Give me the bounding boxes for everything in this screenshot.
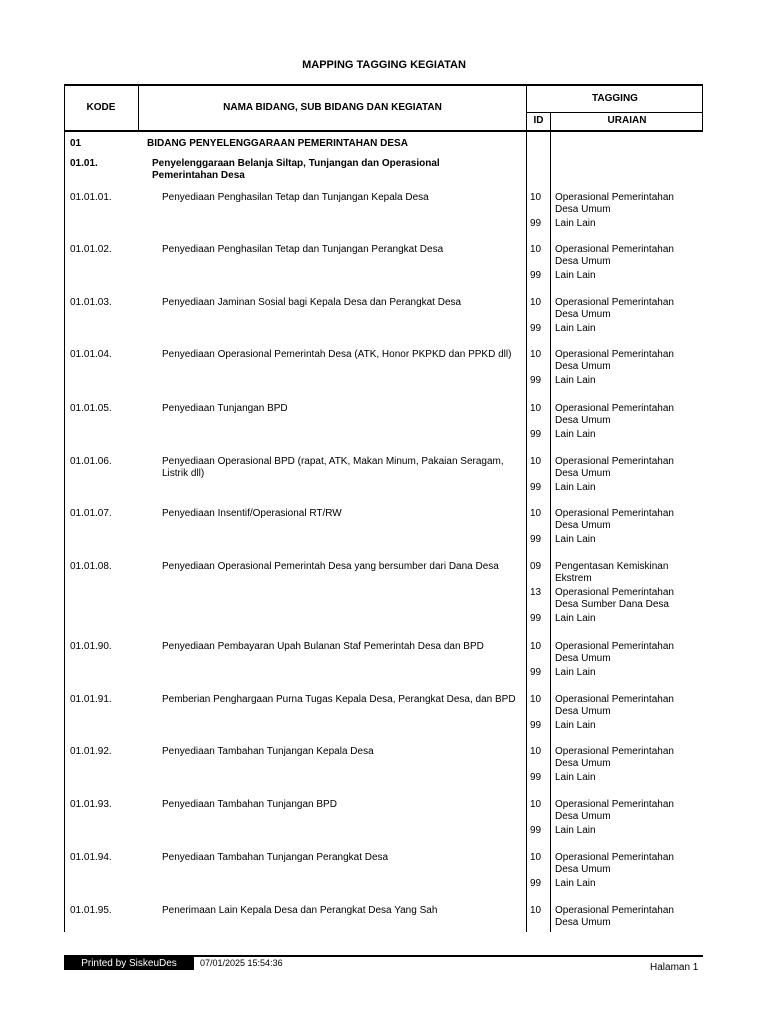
tag-id: 10: [530, 192, 542, 203]
tag-uraian: Operasional Pemerintahan Desa Umum: [555, 746, 674, 769]
tag-uraian: Operasional Pemerintahan Desa Umum: [555, 694, 674, 717]
tag-uraian: Lain Lain: [555, 534, 596, 545]
tag-id: 10: [530, 508, 542, 519]
nama-divider: [526, 84, 527, 932]
row-kode: 01: [70, 138, 82, 149]
tag-uraian: Lain Lain: [555, 720, 596, 731]
tag-id: 99: [530, 218, 542, 229]
tag-id: 99: [530, 270, 542, 281]
tag-uraian: Operasional Pemerintahan Desa Umum: [555, 349, 674, 372]
tag-id: 99: [530, 375, 542, 386]
tagging-table: [64, 84, 703, 932]
tag-uraian: Lain Lain: [555, 613, 596, 624]
tag-id: 10: [530, 244, 542, 255]
tag-uraian: Operasional Pemerintahan Desa Umum: [555, 641, 674, 664]
header-uraian: URAIAN: [607, 115, 647, 126]
tag-id: 10: [530, 799, 542, 810]
tag-uraian: Lain Lain: [555, 772, 596, 783]
tag-uraian: Lain Lain: [555, 375, 596, 386]
tag-id: 10: [530, 641, 542, 652]
tag-id: 99: [530, 534, 542, 545]
tag-id: 10: [530, 905, 542, 916]
row-nama: Penyediaan Jaminan Sosial bagi Kepala Desa dan Perangkat Desa: [162, 297, 462, 308]
row-nama: Penyediaan Tunjangan BPD: [162, 403, 288, 414]
row-kode: 01.01.08.: [70, 561, 112, 572]
header-kode: KODE: [86, 102, 116, 113]
tag-uraian: Operasional Pemerintahan Desa Umum: [555, 297, 674, 320]
tag-id: 99: [530, 667, 542, 678]
row-nama: Penerimaan Lain Kepala Desa dan Perangkat Desa Yang Sah: [162, 905, 438, 916]
row-nama: Penyediaan Operasional Pemerintah Desa (ATK, Honor PKPKD dan PPKD dll): [162, 349, 512, 360]
tag-uraian: Pengentasan Kemiskinan Ekstrem: [555, 561, 669, 584]
tag-uraian: Operasional Pemerintahan Desa Umum: [555, 456, 674, 479]
tag-uraian: Lain Lain: [555, 482, 596, 493]
tag-id: 10: [530, 456, 542, 467]
row-nama: Penyediaan Penghasilan Tetap dan Tunjangan Kepala Desa: [162, 192, 429, 203]
tag-uraian: Lain Lain: [555, 323, 596, 334]
table-top-border: [64, 84, 703, 86]
row-nama: Penyelenggaraan Belanja Siltap, Tunjangan dan Operasional Pemerintahan Desa: [152, 158, 440, 181]
tag-uraian: Lain Lain: [555, 878, 596, 889]
tag-id: 10: [530, 852, 542, 863]
row-kode: 01.01.: [70, 158, 98, 169]
tag-id: 99: [530, 878, 542, 889]
row-kode: 01.01.93.: [70, 799, 112, 810]
tag-uraian: Lain Lain: [555, 218, 596, 229]
tag-id: 99: [530, 429, 542, 440]
tag-id: 99: [530, 772, 542, 783]
row-kode: 01.01.91.: [70, 694, 112, 705]
tag-id: 10: [530, 694, 542, 705]
row-kode: 01.01.05.: [70, 403, 112, 414]
row-kode: 01.01.06.: [70, 456, 112, 467]
tag-uraian: Operasional Pemerintahan Desa Umum: [555, 403, 674, 426]
row-kode: 01.01.90.: [70, 641, 112, 652]
id-divider: [550, 112, 551, 932]
tagging-divider: [526, 112, 703, 113]
tag-uraian: Operasional Pemerintahan Desa Umum: [555, 508, 674, 531]
tag-id: 99: [530, 825, 542, 836]
row-nama: Pemberian Penghargaan Purna Tugas Kepala Desa, Perangkat Desa, dan BPD: [162, 694, 516, 705]
tag-uraian: Lain Lain: [555, 667, 596, 678]
row-nama: Penyediaan Tambahan Tunjangan Kepala Desa: [162, 746, 374, 757]
tag-uraian: Lain Lain: [555, 429, 596, 440]
row-nama: Penyediaan Pembayaran Upah Bulanan Staf Pemerintah Desa dan BPD: [162, 641, 484, 652]
row-kode: 01.01.03.: [70, 297, 112, 308]
tag-uraian: Lain Lain: [555, 825, 596, 836]
row-kode: 01.01.04.: [70, 349, 112, 360]
tag-uraian: Operasional Pemerintahan Desa Umum: [555, 192, 674, 215]
row-kode: 01.01.07.: [70, 508, 112, 519]
tag-uraian: Operasional Pemerintahan Desa Sumber Dana Desa: [555, 587, 674, 610]
header-tagging: TAGGING: [592, 93, 638, 104]
tag-id: 10: [530, 403, 542, 414]
header-nama: NAMA BIDANG, SUB BIDANG DAN KEGIATAN: [223, 102, 442, 113]
page-title: MAPPING TAGGING KEGIATAN: [302, 59, 466, 71]
print-timestamp: 07/01/2025 15:54:36: [200, 958, 283, 968]
row-kode: 01.01.95.: [70, 905, 112, 916]
tag-id: 10: [530, 297, 542, 308]
left-border: [64, 84, 65, 932]
tag-id: 99: [530, 720, 542, 731]
tag-uraian: Operasional Pemerintahan Desa Umum: [555, 852, 674, 875]
row-nama: Penyediaan Penghasilan Tetap dan Tunjangan Perangkat Desa: [162, 244, 444, 255]
row-kode: 01.01.02.: [70, 244, 112, 255]
header-id: ID: [533, 115, 544, 126]
tag-uraian: Operasional Pemerintahan Desa Umum: [555, 244, 674, 267]
tag-id: 10: [530, 349, 542, 360]
row-nama: Penyediaan Tambahan Tunjangan Perangkat Desa: [162, 852, 389, 863]
header-bottom-border: [64, 130, 703, 132]
row-nama: BIDANG PENYELENGGARAAN PEMERINTAHAN DESA: [147, 138, 408, 149]
row-kode: 01.01.01.: [70, 192, 112, 203]
tag-id: 10: [530, 746, 542, 757]
row-kode: 01.01.92.: [70, 746, 112, 757]
tag-id: 99: [530, 613, 542, 624]
printed-by-label: Printed by SiskeuDes: [64, 957, 194, 970]
tag-id: 09: [530, 561, 542, 572]
row-nama: Penyediaan Operasional BPD (rapat, ATK, Makan Minum, Pakaian Seragam, Listrik dll): [162, 456, 504, 479]
tag-id: 99: [530, 482, 542, 493]
tag-uraian: Lain Lain: [555, 270, 596, 281]
row-nama: Penyediaan Tambahan Tunjangan BPD: [162, 799, 337, 810]
tag-uraian: Operasional Pemerintahan Desa Umum: [555, 905, 674, 928]
tag-uraian: Operasional Pemerintahan Desa Umum: [555, 799, 674, 822]
row-kode: 01.01.94.: [70, 852, 112, 863]
row-nama: Penyediaan Insentif/Operasional RT/RW: [162, 508, 342, 519]
page-number: Halaman 1: [650, 962, 699, 973]
tag-id: 99: [530, 323, 542, 334]
row-nama: Penyediaan Operasional Pemerintah Desa yang bersumber dari Dana Desa: [162, 561, 499, 572]
tag-id: 13: [530, 587, 542, 598]
